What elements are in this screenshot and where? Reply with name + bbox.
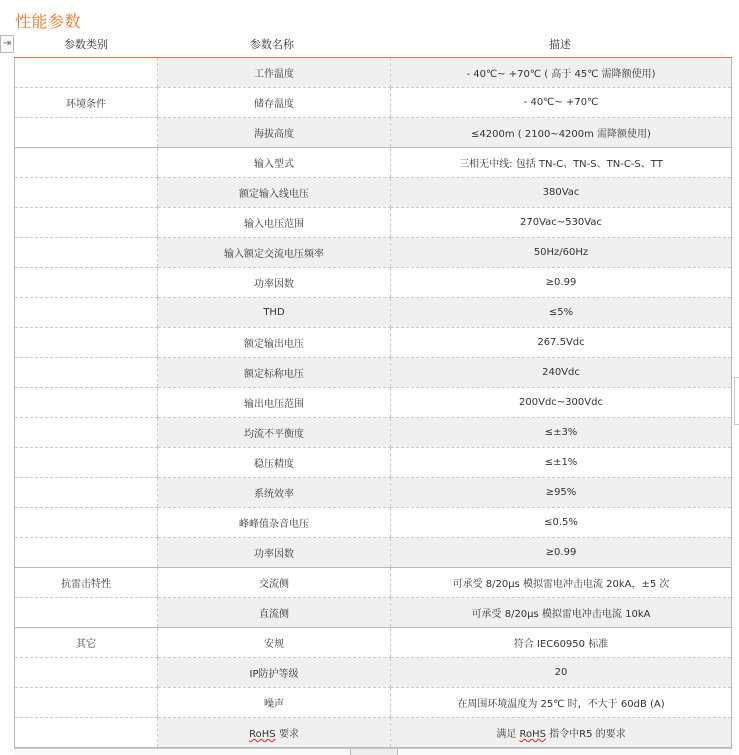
row-category-cell	[15, 448, 158, 478]
table-row	[15, 238, 732, 268]
row-name-cell: RoHS 要求	[158, 718, 391, 748]
row-category-cell	[15, 208, 158, 238]
table-row	[15, 358, 732, 388]
table-row	[15, 328, 732, 358]
row-category-cell	[15, 238, 158, 268]
row-desc-cell: 可承受 8/20μs 模拟雷电冲击电流 10kA	[391, 598, 732, 628]
row-category-cell	[15, 268, 158, 298]
row-category-cell: 抗雷击特性	[15, 568, 158, 598]
row-name-cell: 额定输入线电压	[158, 178, 391, 208]
row-desc-cell: ≤0.5%	[391, 508, 732, 538]
row-desc-cell: - 40℃~ +70℃	[391, 88, 732, 118]
row-category-cell	[15, 328, 158, 358]
scrollbar-thumb[interactable]	[350, 749, 398, 755]
row-category-cell	[15, 718, 158, 748]
row-name-cell: 输入电压范围	[158, 208, 391, 238]
row-category-cell	[15, 358, 158, 388]
row-desc-cell: ≤±1%	[391, 448, 732, 478]
row-category-cell	[15, 598, 158, 628]
row-name-cell: 工作温度	[158, 58, 391, 88]
row-desc-cell: 240Vdc	[391, 358, 732, 388]
row-category-cell	[15, 388, 158, 418]
table-row	[15, 178, 732, 208]
header-description: 描述	[549, 38, 571, 51]
row-desc-cell: 20	[391, 658, 732, 688]
table-row	[15, 118, 732, 148]
spellcheck-underline: RoHS	[519, 729, 546, 740]
row-category-cell	[15, 688, 158, 718]
row-category-cell: 其它	[15, 628, 158, 658]
table-row	[15, 508, 732, 538]
table-row	[15, 88, 732, 118]
header-category: 参数类别	[64, 38, 108, 51]
row-category-cell	[15, 538, 158, 568]
row-name-cell: 输入型式	[158, 148, 391, 178]
row-name-cell: 储存温度	[158, 88, 391, 118]
row-category-cell: 环境条件	[15, 88, 158, 118]
row-name-cell: THD	[158, 298, 391, 328]
table-row	[15, 718, 732, 748]
row-name-cell: 峰峰值杂音电压	[158, 508, 391, 538]
table-row	[15, 628, 732, 658]
header-name: 参数名称	[250, 38, 294, 51]
table-row	[15, 688, 732, 718]
row-category-cell	[15, 178, 158, 208]
table-row	[15, 388, 732, 418]
table-row	[15, 58, 732, 88]
table-row	[15, 448, 732, 478]
table-move-handle-icon[interactable]: ⇥	[0, 35, 14, 53]
table-row	[15, 598, 732, 628]
row-name-cell: 功率因数	[158, 268, 391, 298]
row-category-cell	[15, 658, 158, 688]
row-category-cell	[15, 478, 158, 508]
row-category-cell	[15, 508, 158, 538]
spellcheck-underline: RoHS	[249, 729, 276, 740]
row-desc-cell: ≥0.99	[391, 268, 732, 298]
row-desc-cell: 符合 IEC60950 标准	[391, 628, 732, 658]
table-row	[15, 148, 732, 178]
row-category-cell	[15, 118, 158, 148]
row-desc-cell: ≥0.99	[391, 538, 732, 568]
table-row	[15, 418, 732, 448]
row-name-cell: 额定标称电压	[158, 358, 391, 388]
row-category-cell	[15, 58, 158, 88]
table-row	[15, 568, 732, 598]
row-desc-cell: 380Vac	[391, 178, 732, 208]
table-row	[15, 298, 732, 328]
row-desc-cell: ≤±3%	[391, 418, 732, 448]
row-desc-cell: - 40℃~ +70℃ ( 高于 45℃ 需降额使用)	[391, 58, 732, 88]
row-name-cell: 噪声	[158, 688, 391, 718]
row-desc-cell: 在周围环境温度为 25℃ 时，不大于 60dB (A)	[391, 688, 732, 718]
table-row	[15, 208, 732, 238]
row-name-cell: 功率因数	[158, 538, 391, 568]
row-desc-cell: 可承受 8/20μs 模拟雷电冲击电流 20kA，±5 次	[391, 568, 732, 598]
row-desc-cell: 270Vac~530Vac	[391, 208, 732, 238]
table-row	[15, 538, 732, 568]
row-desc-cell: ≤5%	[391, 298, 732, 328]
row-name-cell: IP防护等级	[158, 658, 391, 688]
table-row	[15, 478, 732, 508]
table-row	[15, 268, 732, 298]
row-name-cell: 直流侧	[158, 598, 391, 628]
row-category-cell	[15, 298, 158, 328]
row-name-cell: 交流侧	[158, 568, 391, 598]
row-desc-cell: 三相无中线: 包括 TN-C、TN-S、TN-C-S、TT	[391, 148, 732, 178]
table-resize-marker[interactable]	[734, 377, 739, 425]
row-category-cell	[15, 418, 158, 448]
row-name-cell: 输出电压范围	[158, 388, 391, 418]
params-table	[14, 58, 732, 748]
table-header	[14, 30, 732, 58]
row-name-cell: 稳压精度	[158, 448, 391, 478]
row-name-cell: 安规	[158, 628, 391, 658]
row-desc-cell: 267.5Vdc	[391, 328, 732, 358]
row-name-cell: 系统效率	[158, 478, 391, 508]
row-desc-cell: 满足 RoHS 指令中R5 的要求	[391, 718, 732, 748]
row-desc-cell: 200Vdc~300Vdc	[391, 388, 732, 418]
row-name-cell: 额定输出电压	[158, 328, 391, 358]
row-name-cell: 均流不平衡度	[158, 418, 391, 448]
row-name-cell: 海拔高度	[158, 118, 391, 148]
row-category-cell	[15, 148, 158, 178]
row-name-cell: 输入额定交流电压频率	[158, 238, 391, 268]
table-row	[15, 658, 732, 688]
row-desc-cell: ≥95%	[391, 478, 732, 508]
row-desc-cell: ≤4200m ( 2100~4200m 需降额使用)	[391, 118, 732, 148]
row-desc-cell: 50Hz/60Hz	[391, 238, 732, 268]
page-title: 性能参数	[15, 12, 82, 31]
